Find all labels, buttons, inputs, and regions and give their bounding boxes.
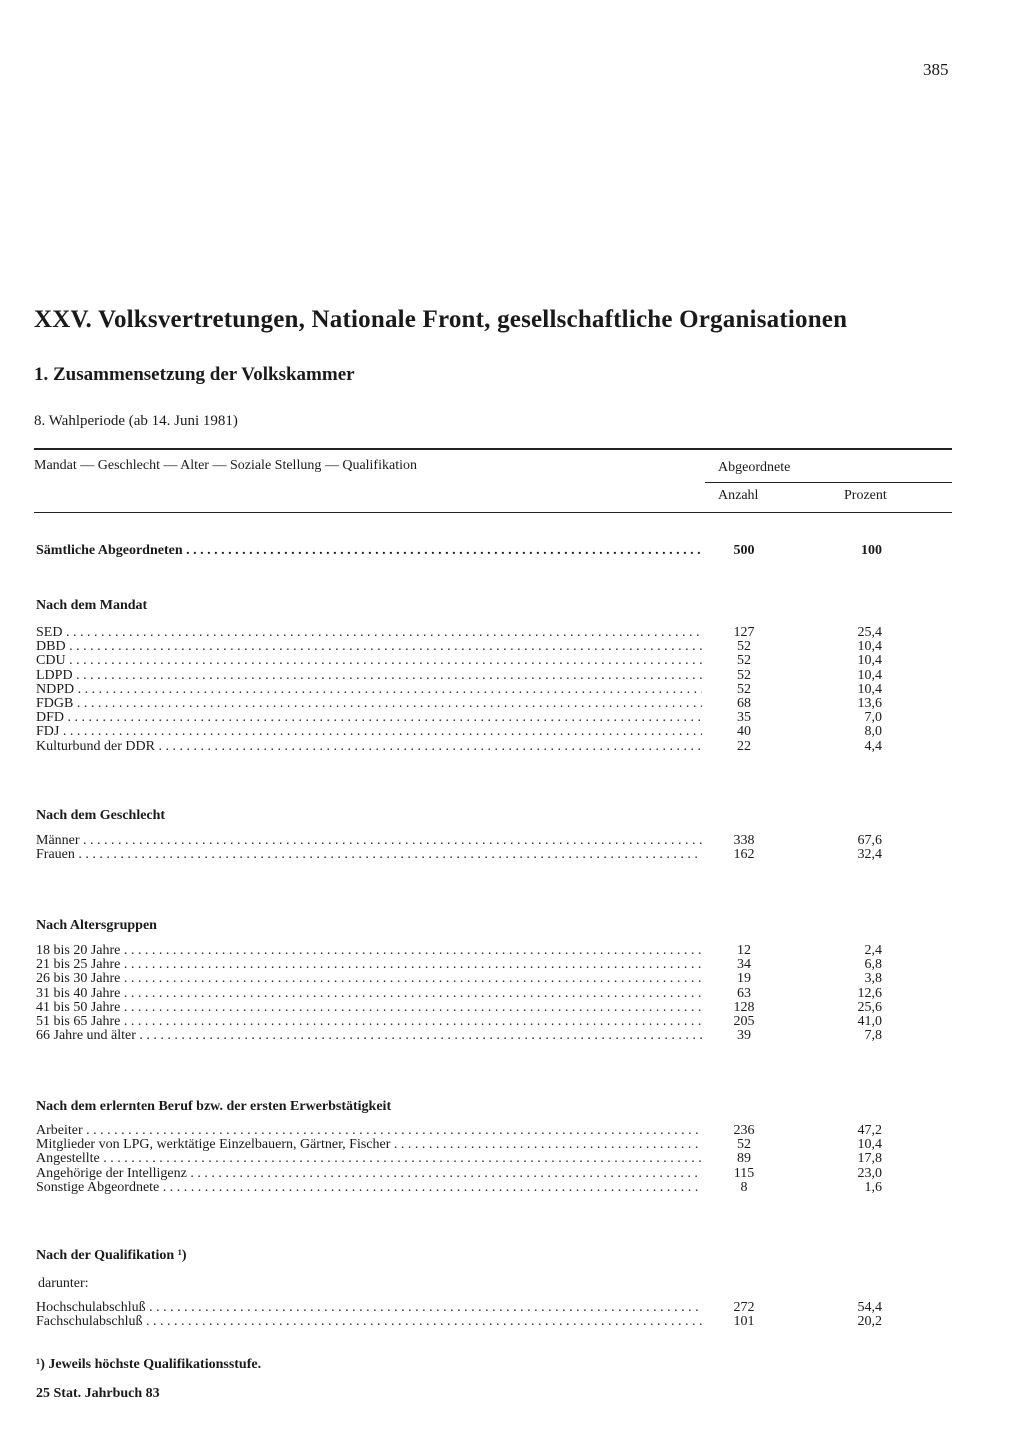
row-percent: 1,6: [864, 1179, 882, 1195]
row-label: 26 bis 30 Jahre . . .: [36, 972, 702, 986]
table-percent-header: Prozent: [844, 488, 887, 503]
row-percent: 10,4: [857, 639, 882, 655]
row-label: NDPD . . .: [36, 683, 702, 697]
row-count: 236: [733, 1123, 755, 1138]
table-row: [36, 654, 896, 668]
table-row: [36, 972, 896, 986]
row-count: 52: [737, 1137, 751, 1153]
row-count: 89: [737, 1151, 751, 1167]
row-count: 127: [733, 625, 755, 640]
row-label: Hochschulabschluß . . .: [36, 1301, 702, 1315]
row-label: FDJ . . .: [36, 725, 702, 739]
row-label: Kulturbund der DDR . . .: [36, 740, 702, 754]
row-percent: 6,8: [864, 957, 882, 973]
row-count: 115: [733, 1165, 755, 1181]
row-label: 51 bis 65 Jahre . . .: [36, 1015, 702, 1029]
table-row: [36, 626, 896, 640]
table-row: [36, 697, 896, 711]
row-count: 272: [733, 1300, 755, 1315]
row-count: 40: [737, 724, 751, 740]
row-label: 18 bis 20 Jahre . . .: [36, 944, 702, 958]
table-row: [36, 1138, 896, 1152]
row-count: 22: [737, 738, 751, 754]
period-caption: 8. Wahlperiode (ab 14. Juni 1981): [34, 413, 238, 429]
group-heading: Nach Altersgruppen: [36, 918, 157, 933]
table-row: [36, 711, 896, 725]
table-row: [36, 740, 896, 754]
table-row: [36, 1152, 896, 1166]
row-label: 31 bis 40 Jahre . . .: [36, 987, 702, 1001]
row-percent: 17,8: [857, 1151, 882, 1167]
row-count: 34: [737, 957, 751, 973]
total-count: 500: [733, 543, 755, 558]
table-row: [36, 640, 896, 654]
table-row: [36, 1029, 896, 1043]
row-percent: 13,6: [857, 696, 882, 711]
row-label: DBD . . .: [36, 640, 702, 654]
row-percent: 41,0: [857, 1014, 882, 1029]
row-label: FDGB . . .: [36, 697, 702, 711]
table-row: [36, 1167, 896, 1181]
row-label: DFD . . .: [36, 711, 702, 725]
row-percent: 7,0: [864, 710, 882, 726]
total-label: Sämtliche Abgeordneten . . .: [36, 544, 702, 558]
page-footer: 25 Stat. Jahrbuch 83: [36, 1386, 160, 1401]
row-count: 205: [733, 1014, 755, 1029]
table-row: [36, 1315, 896, 1329]
table-row: [36, 958, 896, 972]
page-number: 385: [923, 60, 949, 79]
row-label: Sonstige Abgeordnete . . .: [36, 1181, 702, 1195]
chapter-title: XXV. Volksvertretungen, Nationale Front, gesellschaftliche Organisationen: [34, 306, 848, 333]
row-percent: 8,0: [864, 724, 882, 740]
row-label: Angestellte . . .: [36, 1152, 702, 1166]
row-count: 12: [737, 943, 751, 958]
row-percent: 10,4: [857, 681, 882, 697]
table-top-rule: [34, 448, 952, 450]
total-row: [36, 544, 896, 558]
row-percent: 3,8: [864, 971, 882, 987]
row-count: 52: [737, 639, 751, 655]
row-label: Fachschulabschluß . . .: [36, 1315, 702, 1329]
group-heading: Nach dem erlernten Beruf bzw. der ersten Erwerbstätigkeit: [36, 1099, 392, 1114]
table-row: [36, 1181, 896, 1195]
row-percent: 32,4: [857, 847, 882, 863]
row-count: 128: [733, 999, 755, 1015]
table-row: [36, 1301, 896, 1315]
table-row: [36, 848, 896, 862]
table-row: [36, 1124, 896, 1138]
row-percent: 10,4: [857, 1137, 882, 1153]
row-label: Arbeiter . . .: [36, 1124, 702, 1138]
group-subnote: darunter:: [38, 1276, 89, 1291]
row-count: 19: [737, 971, 751, 987]
row-label: 41 bis 50 Jahre . . .: [36, 1001, 702, 1015]
group-heading: Nach dem Mandat: [36, 598, 148, 613]
row-percent: 25,6: [857, 999, 882, 1015]
row-label: LDPD . . .: [36, 669, 702, 683]
footnote: ¹) Jeweils höchste Qualifikationsstufe.: [36, 1357, 262, 1372]
group-heading: Nach der Qualifikation ¹): [36, 1248, 187, 1263]
row-percent: 7,8: [864, 1028, 882, 1044]
row-count: 101: [733, 1314, 755, 1330]
row-count: 68: [737, 696, 751, 711]
row-label: Mitglieder von LPG, werktätige Einzelbauern, Gärtner, Fischer . . .: [36, 1138, 702, 1152]
row-label: Angehörige der Intelligenz . . .: [36, 1167, 702, 1181]
row-percent: 54,4: [857, 1300, 882, 1315]
table-row: [36, 987, 896, 1001]
row-percent: 23,0: [857, 1165, 882, 1181]
row-count: 338: [733, 833, 755, 848]
row-count: 39: [737, 1028, 751, 1044]
row-count: 52: [737, 681, 751, 697]
table-stub-header: Mandat — Geschlecht — Alter — Soziale Stellung — Qualifikation: [34, 458, 417, 473]
table-group-rule: [705, 482, 952, 483]
row-percent: 20,2: [857, 1314, 882, 1330]
section-title: 1. Zusammensetzung der Volkskammer: [34, 364, 355, 385]
table-count-header: Anzahl: [718, 488, 759, 503]
row-count: 162: [733, 847, 755, 863]
table-group-header: Abgeordnete: [718, 460, 791, 475]
table-row: [36, 944, 896, 958]
row-label: 21 bis 25 Jahre . . .: [36, 958, 702, 972]
table-row: [36, 669, 896, 683]
row-count: 8: [740, 1179, 748, 1195]
row-count: 52: [737, 653, 751, 669]
table-row: [36, 725, 896, 739]
row-count: 63: [737, 985, 751, 1001]
row-label: Frauen . . .: [36, 848, 702, 862]
row-percent: 12,6: [857, 985, 882, 1001]
row-percent: 47,2: [857, 1123, 882, 1138]
group-heading: Nach dem Geschlecht: [36, 808, 166, 823]
row-count: 35: [737, 710, 751, 726]
table-row: [36, 683, 896, 697]
row-label: SED . . .: [36, 626, 702, 640]
row-label: 66 Jahre und älter . . .: [36, 1029, 702, 1043]
table-row: [36, 1001, 896, 1015]
table-header-bottom-rule: [34, 512, 952, 513]
total-percent: 100: [861, 543, 882, 558]
row-label: Männer . . .: [36, 834, 702, 848]
row-label: CDU . . .: [36, 654, 702, 668]
row-percent: 2,4: [864, 943, 882, 958]
row-percent: 25,4: [857, 625, 882, 640]
row-percent: 10,4: [857, 653, 882, 669]
row-count: 52: [737, 667, 751, 683]
row-percent: 10,4: [857, 667, 882, 683]
table-row: [36, 1015, 896, 1029]
table-row: [36, 834, 896, 848]
row-percent: 67,6: [857, 833, 882, 848]
row-percent: 4,4: [864, 738, 882, 754]
